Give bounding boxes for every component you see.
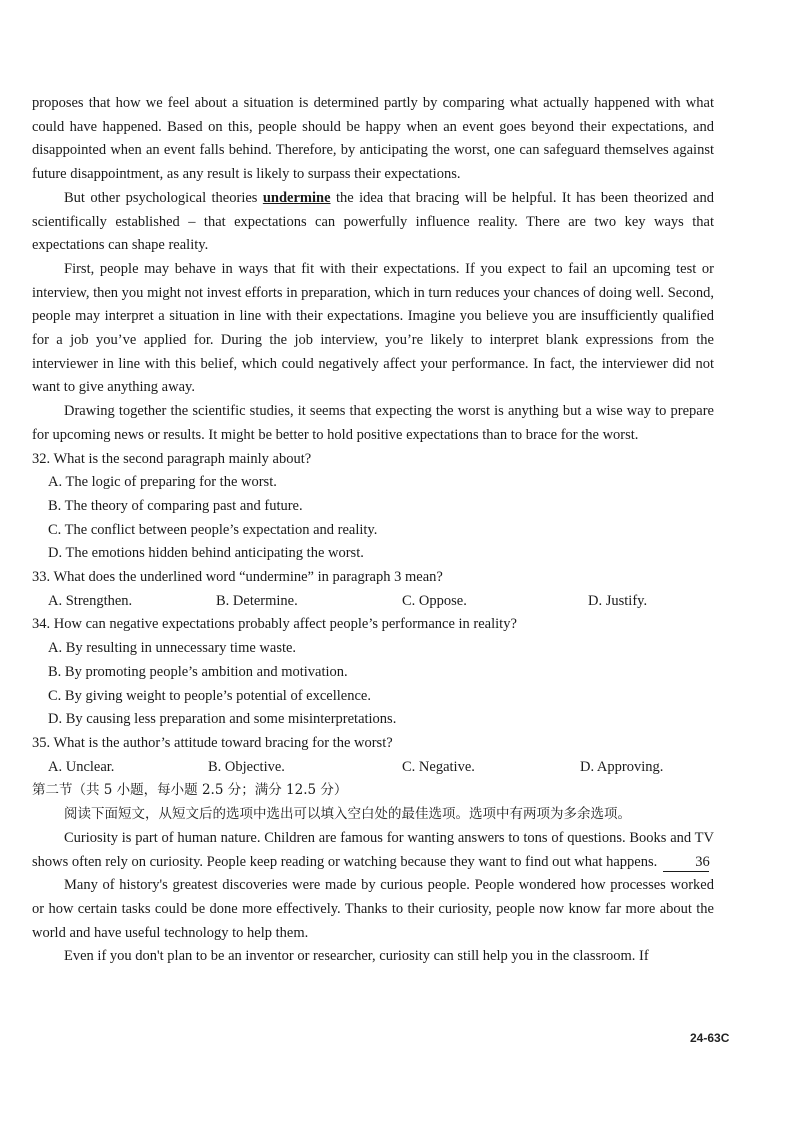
cloze-paragraph-3: Even if you don't plan to be an inventor or researcher, curiosity can still help you in the classroom. If — [64, 948, 649, 965]
question-35-option-c: C. Negative. — [402, 758, 475, 775]
question-32-stem: 32. What is the second paragraph mainly about? — [32, 450, 312, 467]
question-32-option-a: A. The logic of preparing for the worst. — [48, 474, 277, 491]
section-2-instruction: 阅读下面短文，从短文后的选项中选出可以填入空白处的最佳选项。选项中有两项为多余选项。 — [64, 806, 631, 823]
question-33-option-d: D. Justify. — [588, 592, 648, 609]
question-33-stem: 33. What does the underlined word “undermine” in paragraph 3 mean? — [32, 569, 443, 586]
question-35-option-b: B. Objective. — [208, 758, 285, 775]
p2-text-before: But other psychological theories — [64, 189, 263, 206]
question-34-option-c: C. By giving weight to people’s potential of excellence. — [48, 687, 371, 704]
exam-page — [32, 92, 714, 969]
passage-paragraph-3: First, people may behave in ways that fit with their expectations. If you expect to fail an upcoming test or interview, then you might not invest efforts in preparation, which in turn reduces your chances of doing well. Second, people may interpret a situation in line with their expectations. Imagine you believe you are insufficiently qualified for a job you’ve applied for. During the job interview, you’re likely to interpret blank expressions from the interviewer in line with this belief, which could negatively affect your performance. In fact, the interviewer did not want to give anything away. — [32, 260, 714, 396]
passage-paragraph-1: proposes that how we feel about a situation is determined partly by comparing what actually happened with what could have happened. Based on this, people should be happy when an event goes beyond their expectations, and disappointed when an event falls behind. Therefore, by anticipating the worst, one can safeguard themselves against future disappointment, as any result is likely to surpass their expectations. — [32, 95, 714, 183]
passage-paragraph-4: Drawing together the scientific studies, it seems that expecting the worst is anything but a wise way to prepare for upcoming news or results. It might be better to hold positive expectations than to brace for the worst. — [32, 403, 714, 443]
passage-paragraph-2 — [32, 187, 714, 258]
question-32-option-b: B. The theory of comparing past and future. — [48, 497, 303, 514]
underlined-word: undermine — [262, 189, 331, 206]
question-33-option-c: C. Oppose. — [402, 592, 467, 609]
question-34-stem: 34. How can negative expectations probably affect people’s performance in reality? — [32, 616, 517, 633]
blank-36: 36 — [663, 853, 709, 872]
question-33-options — [32, 590, 714, 614]
page-code: 24-63C — [690, 1031, 730, 1045]
question-34-option-d: D. By causing less preparation and some misinterpretations. — [48, 711, 397, 728]
section-2-heading: 第二节（共 5 小题，每小题 2.5 分；满分 12.5 分） — [32, 782, 348, 799]
question-32-option-d: D. The emotions hidden behind anticipating the worst. — [48, 545, 364, 562]
p2-text-after: the idea that bracing will be helpful. It has been theorized and scientifically established – that expectations can powerfully influence reality. There are two key ways that expectations can shape reality. — [32, 189, 714, 254]
question-34-option-a: A. By resulting in unnecessary time waste. — [48, 640, 297, 657]
question-35-options — [32, 756, 714, 780]
question-35-option-d: D. Approving. — [580, 758, 664, 775]
cloze-paragraph-1-text: Curiosity is part of human nature. Children are famous for wanting answers to tons of questions. Books and TV shows often rely on curiosity. People keep reading or watching because they want to find out what happens. — [32, 829, 714, 870]
question-35-option-a: A. Unclear. — [48, 758, 115, 775]
question-34-option-b: B. By promoting people’s ambition and motivation. — [48, 663, 348, 680]
cloze-paragraph-1 — [32, 827, 714, 874]
question-33-option-b: B. Determine. — [216, 592, 298, 609]
cloze-paragraph-2: Many of history's greatest discoveries were made by curious people. People wondered how processes worked or how certain tasks could be done more effectively. Thanks to their curiosity, people now know far more about the world and have useful technology to help them. — [32, 877, 714, 941]
question-32-option-c: C. The conflict between people’s expectation and reality. — [48, 521, 378, 538]
question-35-stem: 35. What is the author’s attitude toward bracing for the worst? — [32, 734, 393, 751]
question-33-option-a: A. Strengthen. — [48, 592, 133, 609]
